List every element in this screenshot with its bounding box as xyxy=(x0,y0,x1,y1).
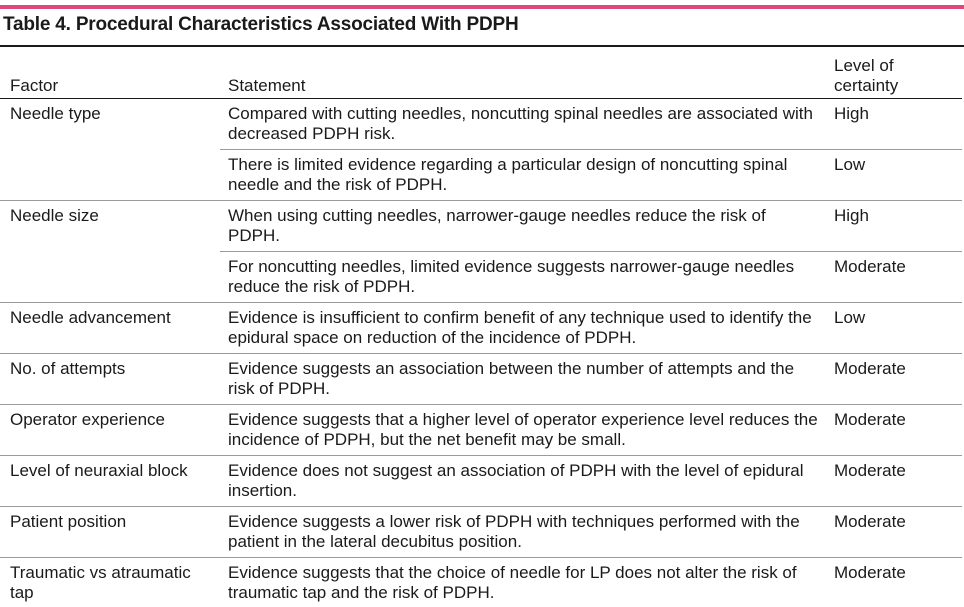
statement-cell: There is limited evidence regarding a particular design of noncutting spinal needle and the risk of PDPH. xyxy=(220,150,826,201)
statement-cell: Evidence is insufficient to confirm benefit of any technique used to identify the epidural space on reduction of the incidence of PDPH. xyxy=(220,303,826,354)
table-row xyxy=(0,507,962,558)
table-header-row xyxy=(0,50,962,99)
table-row xyxy=(0,558,962,607)
factor-cell: Traumatic vs atraumatic tap xyxy=(0,558,220,607)
header-certainty: Level of certainty xyxy=(834,56,899,95)
table-row xyxy=(0,99,962,150)
certainty-cell: Moderate xyxy=(826,558,962,607)
header-factor: Factor xyxy=(10,76,59,95)
factor-cell: Patient position xyxy=(0,507,220,558)
table-row xyxy=(0,303,962,354)
certainty-cell: Moderate xyxy=(826,405,962,456)
header-statement: Statement xyxy=(228,76,306,95)
statement-cell: Compared with cutting needles, noncutting spinal needles are associated with decreased PDPH risk. xyxy=(228,104,813,143)
table-row xyxy=(0,354,962,405)
statement-cell: Evidence suggests that the choice of needle for LP does not alter the risk of traumatic tap and the risk of PDPH. xyxy=(220,558,826,607)
certainty-cell: Moderate xyxy=(826,507,962,558)
factor-cell: Needle type xyxy=(10,104,101,123)
table-title: Table 4. Procedural Characteristics Associated With PDPH xyxy=(3,14,519,35)
certainty-cell: Low xyxy=(826,150,962,201)
statement-cell: Evidence suggests that a higher level of operator experience level reduces the incidence of PDPH, but the net benefit may be small. xyxy=(220,405,826,456)
certainty-cell: Moderate xyxy=(826,456,962,507)
table-row xyxy=(0,150,962,201)
factor-cell: Operator experience xyxy=(0,405,220,456)
statement-cell: Evidence suggests a lower risk of PDPH with techniques performed with the patient in the lateral decubitus position. xyxy=(220,507,826,558)
procedural-characteristics-table xyxy=(0,50,962,607)
factor-cell: Level of neuraxial block xyxy=(0,456,220,507)
title-rule xyxy=(0,45,964,47)
factor-cell xyxy=(0,150,220,201)
table-row xyxy=(0,252,962,303)
accent-top-rule xyxy=(0,5,964,9)
factor-cell: Needle size xyxy=(0,201,220,252)
statement-cell: Evidence suggests an association between the number of attempts and the risk of PDPH. xyxy=(220,354,826,405)
certainty-cell: High xyxy=(834,104,869,123)
certainty-cell: Moderate xyxy=(826,354,962,405)
certainty-cell: Low xyxy=(826,303,962,354)
certainty-cell: High xyxy=(826,201,962,252)
statement-cell: Evidence does not suggest an association of PDPH with the level of epidural insertion. xyxy=(220,456,826,507)
factor-cell: No. of attempts xyxy=(0,354,220,405)
factor-cell xyxy=(0,252,220,303)
statement-cell: When using cutting needles, narrower-gauge needles reduce the risk of PDPH. xyxy=(220,201,826,252)
certainty-cell: Moderate xyxy=(826,252,962,303)
table-row xyxy=(0,405,962,456)
statement-cell: For noncutting needles, limited evidence suggests narrower-gauge needles reduce the risk of PDPH. xyxy=(220,252,826,303)
table-row xyxy=(0,201,962,252)
factor-cell: Needle advancement xyxy=(0,303,220,354)
table-row xyxy=(0,456,962,507)
